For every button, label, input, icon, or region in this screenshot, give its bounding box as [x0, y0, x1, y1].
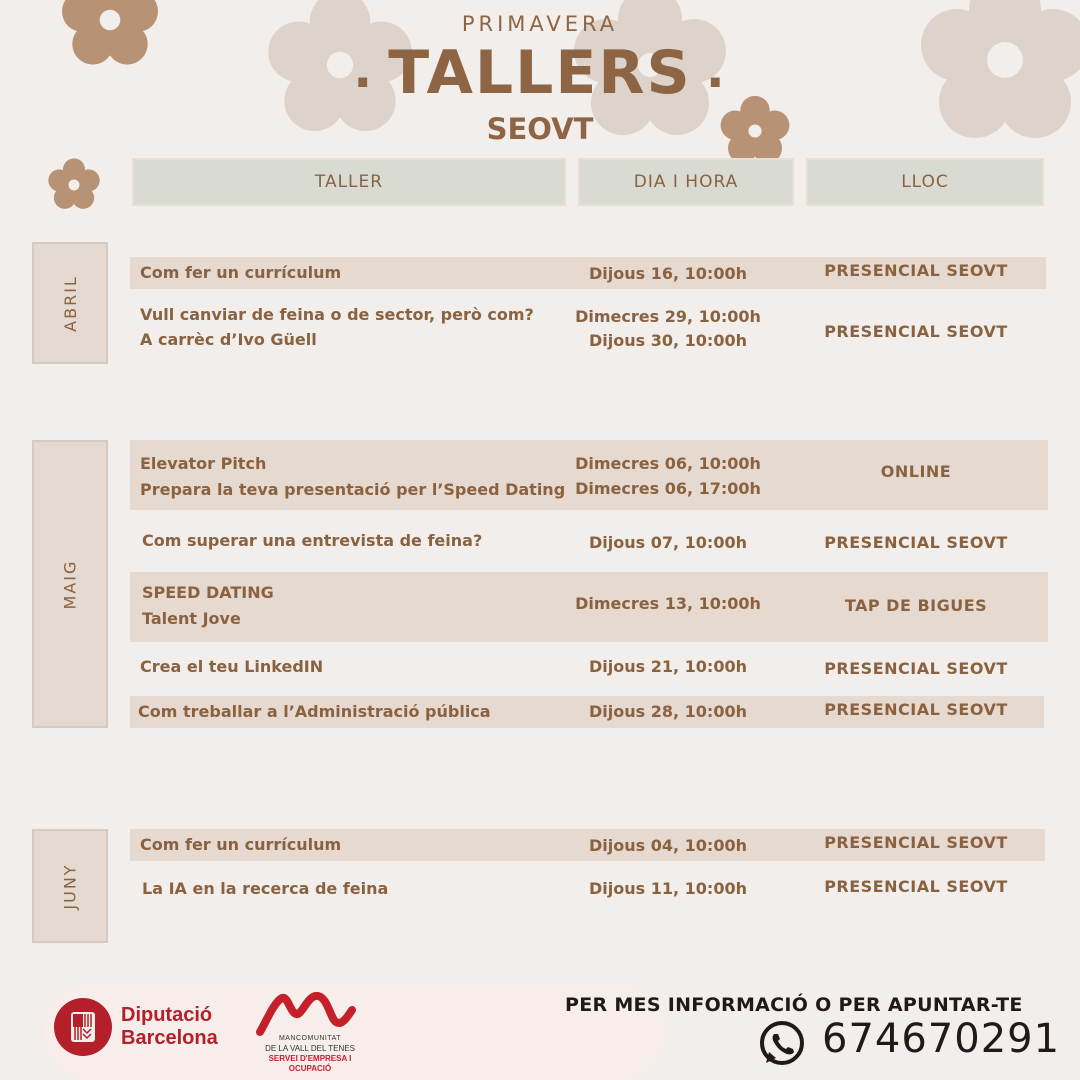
phone-number[interactable]: 674670291 [822, 1016, 1061, 1062]
table-row [130, 696, 1044, 728]
workshop-place: PRESENCIAL SEOVT [824, 833, 1008, 852]
workshop-subtitle: Prepara la teva presentació per l’Speed Dating [140, 480, 566, 499]
workshop-title: Com superar una entrevista de feina? [142, 531, 483, 550]
workshop-title: SPEED DATING [142, 583, 274, 602]
diputacio-shield-icon [54, 998, 112, 1056]
flower-icon [38, 152, 110, 218]
workshop-title: La IA en la recerca de feina [142, 879, 389, 898]
table-row [130, 829, 1045, 861]
month-label-maig: MAIG [32, 440, 108, 728]
workshop-title: Elevator Pitch [140, 454, 267, 473]
workshop-place: TAP DE BIGUES [844, 596, 988, 615]
workshop-date: Dijous 16, 10:00h [589, 264, 747, 283]
diputacio-logo-text: Diputació Barcelona [121, 1004, 218, 1049]
workshop-place: ONLINE [880, 462, 952, 481]
workshop-date: Dijous 30, 10:00h [589, 331, 747, 350]
table-row [130, 440, 1048, 510]
workshop-place: PRESENCIAL SEOVT [824, 659, 1008, 678]
mancomunitat-logo-text: MANCOMUNITAT DE LA VALL DEL TENES SERVEI D'EMPRESA I OCUPACIÓ [265, 1035, 355, 1073]
workshop-place: PRESENCIAL SEOVT [824, 261, 1008, 280]
workshop-date: Dimecres 06, 17:00h [575, 479, 761, 498]
table-row [130, 872, 1046, 906]
table-row [130, 300, 1046, 356]
month-label-abril: ABRIL [32, 242, 108, 364]
table-row [130, 650, 1046, 690]
title-dot-right: . [705, 41, 727, 99]
workshop-subtitle: Talent Jove [142, 609, 241, 628]
workshop-date: Dijous 04, 10:00h [589, 836, 747, 855]
workshop-place: PRESENCIAL SEOVT [824, 533, 1008, 552]
workshop-date: Dijous 28, 10:00h [589, 702, 747, 721]
column-header-place: LLOC [806, 158, 1044, 206]
workshop-date: Dijous 11, 10:00h [589, 879, 747, 898]
workshop-title: Vull canviar de feina o de sector, però com? [140, 305, 534, 324]
workshop-title: Com treballar a l’Administració pública [138, 702, 491, 721]
workshop-title: Com fer un currículum [140, 263, 342, 282]
workshop-date: Dijous 21, 10:00h [589, 657, 747, 676]
workshop-place: PRESENCIAL SEOVT [824, 877, 1008, 896]
table-row [130, 572, 1048, 642]
title-dot-left: . [353, 41, 375, 99]
workshop-subtitle: A carrèc d’Ivo Güell [140, 330, 317, 349]
workshop-title: Com fer un currículum [140, 835, 342, 854]
season-label: PRIMAVERA [461, 12, 619, 36]
workshop-place: PRESENCIAL SEOVT [824, 700, 1008, 719]
month-label-juny: JUNY [32, 829, 108, 943]
page-title [0, 38, 1080, 108]
workshop-date: Dimecres 29, 10:00h [575, 307, 761, 326]
workshop-date: Dijous 07, 10:00h [589, 533, 747, 552]
workshop-title: Crea el teu LinkedIN [140, 657, 324, 676]
workshop-place: PRESENCIAL SEOVT [824, 322, 1008, 341]
column-header-workshop: TALLER [132, 158, 566, 206]
column-header-datetime: DIA I HORA [578, 158, 794, 206]
table-row [130, 520, 1046, 564]
title-text: TALLERS [388, 38, 692, 108]
info-label: PER MES INFORMACIÓ O PER APUNTAR-TE [565, 994, 1023, 1016]
mancomunitat-m-icon [256, 992, 356, 1036]
table-row [130, 257, 1046, 289]
workshop-date: Dimecres 06, 10:00h [575, 454, 761, 473]
whatsapp-icon [756, 1018, 808, 1070]
workshop-date: Dimecres 13, 10:00h [575, 594, 761, 613]
org-label: SEOVT [486, 112, 594, 146]
